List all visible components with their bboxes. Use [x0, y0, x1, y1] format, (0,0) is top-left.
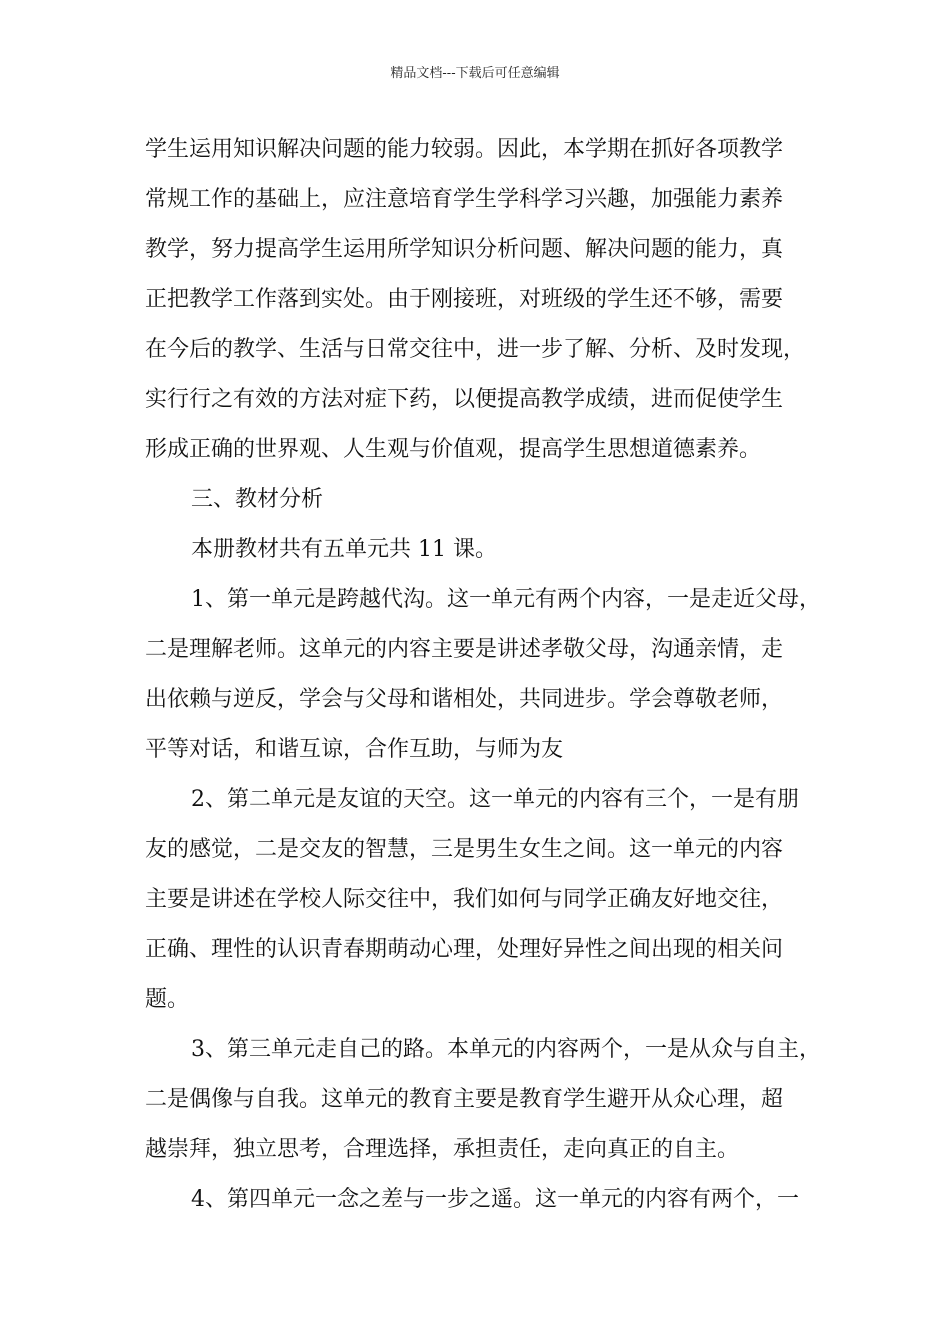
body-line: 正确、理性的认识青春期萌动心理，处理好异性之间出现的相关问 [145, 937, 784, 962]
body-line: 2、第二单元是友谊的天空。这一单元的内容有三个，一是有朋 [191, 787, 799, 812]
body-line: 形成正确的世界观、人生观与价值观，提高学生思想道德素养。 [145, 437, 762, 462]
body-line: 4、第四单元一念之差与一步之遥。这一单元的内容有两个，一 [191, 1187, 799, 1212]
body-line: 实行行之有效的方法对症下药，以便提高教学成绩，进而促使学生 [145, 387, 784, 412]
body-line: 学生运用知识解决问题的能力较弱。因此，本学期在抓好各项教学 [145, 137, 784, 162]
body-line: 3、第三单元走自己的路。本单元的内容两个，一是从众与自主， [191, 1037, 821, 1062]
body-line: 越崇拜，独立思考，合理选择，承担责任，走向真正的自主。 [145, 1137, 740, 1162]
body-line: 平等对话，和谐互谅，合作互助，与师为友 [145, 737, 564, 762]
body-line: 出依赖与逆反，学会与父母和谐相处，共同进步。学会尊敬老师， [145, 687, 784, 712]
body-line: 主要是讲述在学校人际交往中，我们如何与同学正确友好地交往， [145, 887, 784, 912]
body-line: 1、第一单元是跨越代沟。这一单元有两个内容，一是走近父母， [191, 587, 821, 612]
section-heading: 三、教材分析 [191, 487, 324, 512]
body-line: 友的感觉，二是交友的智慧，三是男生女生之间。这一单元的内容 [145, 837, 784, 862]
body-line: 题。 [145, 987, 190, 1012]
body-line: 在今后的教学、生活与日常交往中，进一步了解、分析、及时发现， [145, 337, 806, 362]
body-line: 正把教学工作落到实处。由于刚接班，对班级的学生还不够，需要 [145, 287, 784, 312]
body-line: 教学，努力提高学生运用所学知识分析问题、解决问题的能力，真 [145, 237, 784, 262]
body-line: 二是偶像与自我。这单元的教育主要是教育学生避开从众心理，超 [145, 1087, 784, 1112]
body-line: 常规工作的基础上，应注意培育学生学科学习兴趣，加强能力素养 [145, 187, 784, 212]
page-header: 精品文档---下载后可任意编辑 [390, 66, 560, 81]
body-line: 本册教材共有五单元共 11 课。 [191, 537, 497, 562]
body-line: 二是理解老师。这单元的内容主要是讲述孝敬父母，沟通亲情，走 [145, 637, 784, 662]
